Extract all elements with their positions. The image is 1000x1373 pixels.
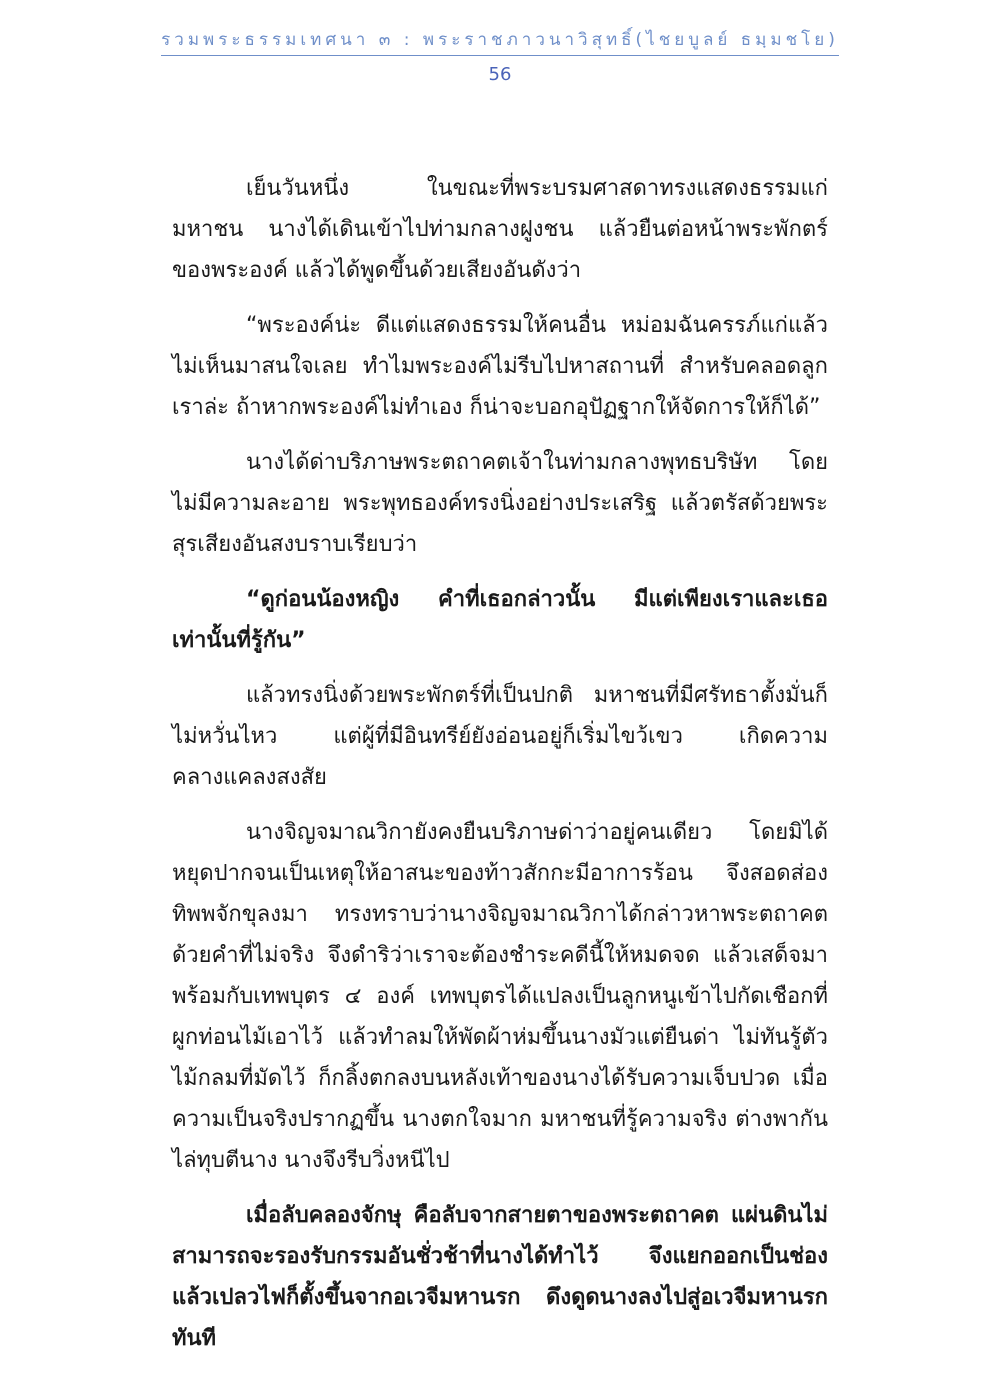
- paragraph-6: นางจิญจมาณวิกายังคงยืนบริภาษด่าว่าอยู่คนเดียว โดยมิได้หยุดปากจนเป็นเหตุให้อาสนะของท้าวสักกะมีอาการร้อน จึงสอดส่องทิพพจักขุลงมา ทรงทราบว่านางจิญจมาณวิกาได้กล่าวหาพระตถาคตด้วยคำที่ไม่จริง จึงดำริว่าเราจะต้องชำระคดีนี้ให้หมดจด แล้วเสด็จมาพร้อมกับเทพบุตร ๔ องค์ เทพบุตรได้แปลงเป็นลูกหนูเข้าไปกัดเชือกที่ผูกท่อนไม้เอาไว้ แล้วทำลมให้พัดผ้าห่มขึ้นนางมัวแต่ยืนด่า ไม่ทันรู้ตัว ไม้กลมที่มัดไว้ ก็กลิ้งตกลงบนหลังเท้าของนางได้รับความเจ็บปวด เมื่อความเป็นจริงปรากฏขึ้น นางตกใจมาก มหาชนที่รู้ความจริง ต่างพากันไล่ทุบตีนาง นางจึงรีบวิ่งหนีไป: [172, 820, 828, 1173]
- paragraph-2-quote: “พระองค์น่ะ ดีแต่แสดงธรรมให้คนอื่น หม่อมฉันครรภ์แก่แล้ว ไม่เห็นมาสนใจเลย ทำไมพระองค์ไม่รีบไปหาสถานที่ สำหรับคลอดลูกเราล่ะ ถ้าหากพระองค์ไม่ทำเอง ก็น่าจะบอกอุปัฏฐากให้จัดการให้ก็ได้”: [172, 313, 828, 420]
- page-header: [0, 26, 1000, 85]
- paragraph-7: เมื่อลับคลองจักษุ คือลับจากสายตาของพระตถาคต แผ่นดินไม่สามารถจะรองรับกรรมอันชั่วช้าที่นางได้ทำไว้ จึงแยกออกเป็นช่อง แล้วเปลวไฟก็ตั้งขึ้นจากอเวจีมหานรก ดึงดูดนางลงไปสู่อเวจีมหานรกทันที: [172, 1203, 828, 1351]
- paragraph-1: เย็นวันหนึ่ง ในขณะที่พระบรมศาสดาทรงแสดงธรรมแก่มหาชน นางได้เดินเข้าไปท่ามกลางฝูงชน แล้วยืนต่อหน้าพระพักตร์ของพระองค์ แล้วได้พูดขึ้นด้วยเสียงอันดังว่า: [172, 176, 828, 283]
- book-title: รวมพระธรรมเทศนา ๓ : พระราชภาวนาวิสุทธิ์(ไชยบูลย์ ธมฺมชโย): [161, 26, 839, 56]
- paragraph-4-buddha-quote: “ดูก่อนน้องหญิง คำที่เธอกล่าวนั้น มีแต่เพียงเราและเธอเท่านั้นที่รู้กัน”: [172, 587, 828, 653]
- paragraph-5: แล้วทรงนิ่งด้วยพระพักตร์ที่เป็นปกติ มหาชนที่มีศรัทธาตั้งมั่นก็ไม่หวั่นไหว แต่ผู้ที่มีอินทรีย์ยังอ่อนอยู่ก็เริ่มไขว้เขว เกิดความคลางแคลงสงสัย: [172, 683, 828, 790]
- paragraph-3: นางได้ด่าบริภาษพระตถาคตเจ้าในท่ามกลางพุทธบริษัท โดยไม่มีความละอาย พระพุทธองค์ทรงนิ่งอย่างประเสริฐ แล้วตรัสด้วยพระสุรเสียงอันสงบราบเรียบว่า: [172, 450, 828, 557]
- page-number: 56: [488, 64, 512, 85]
- page-body: [172, 168, 828, 1373]
